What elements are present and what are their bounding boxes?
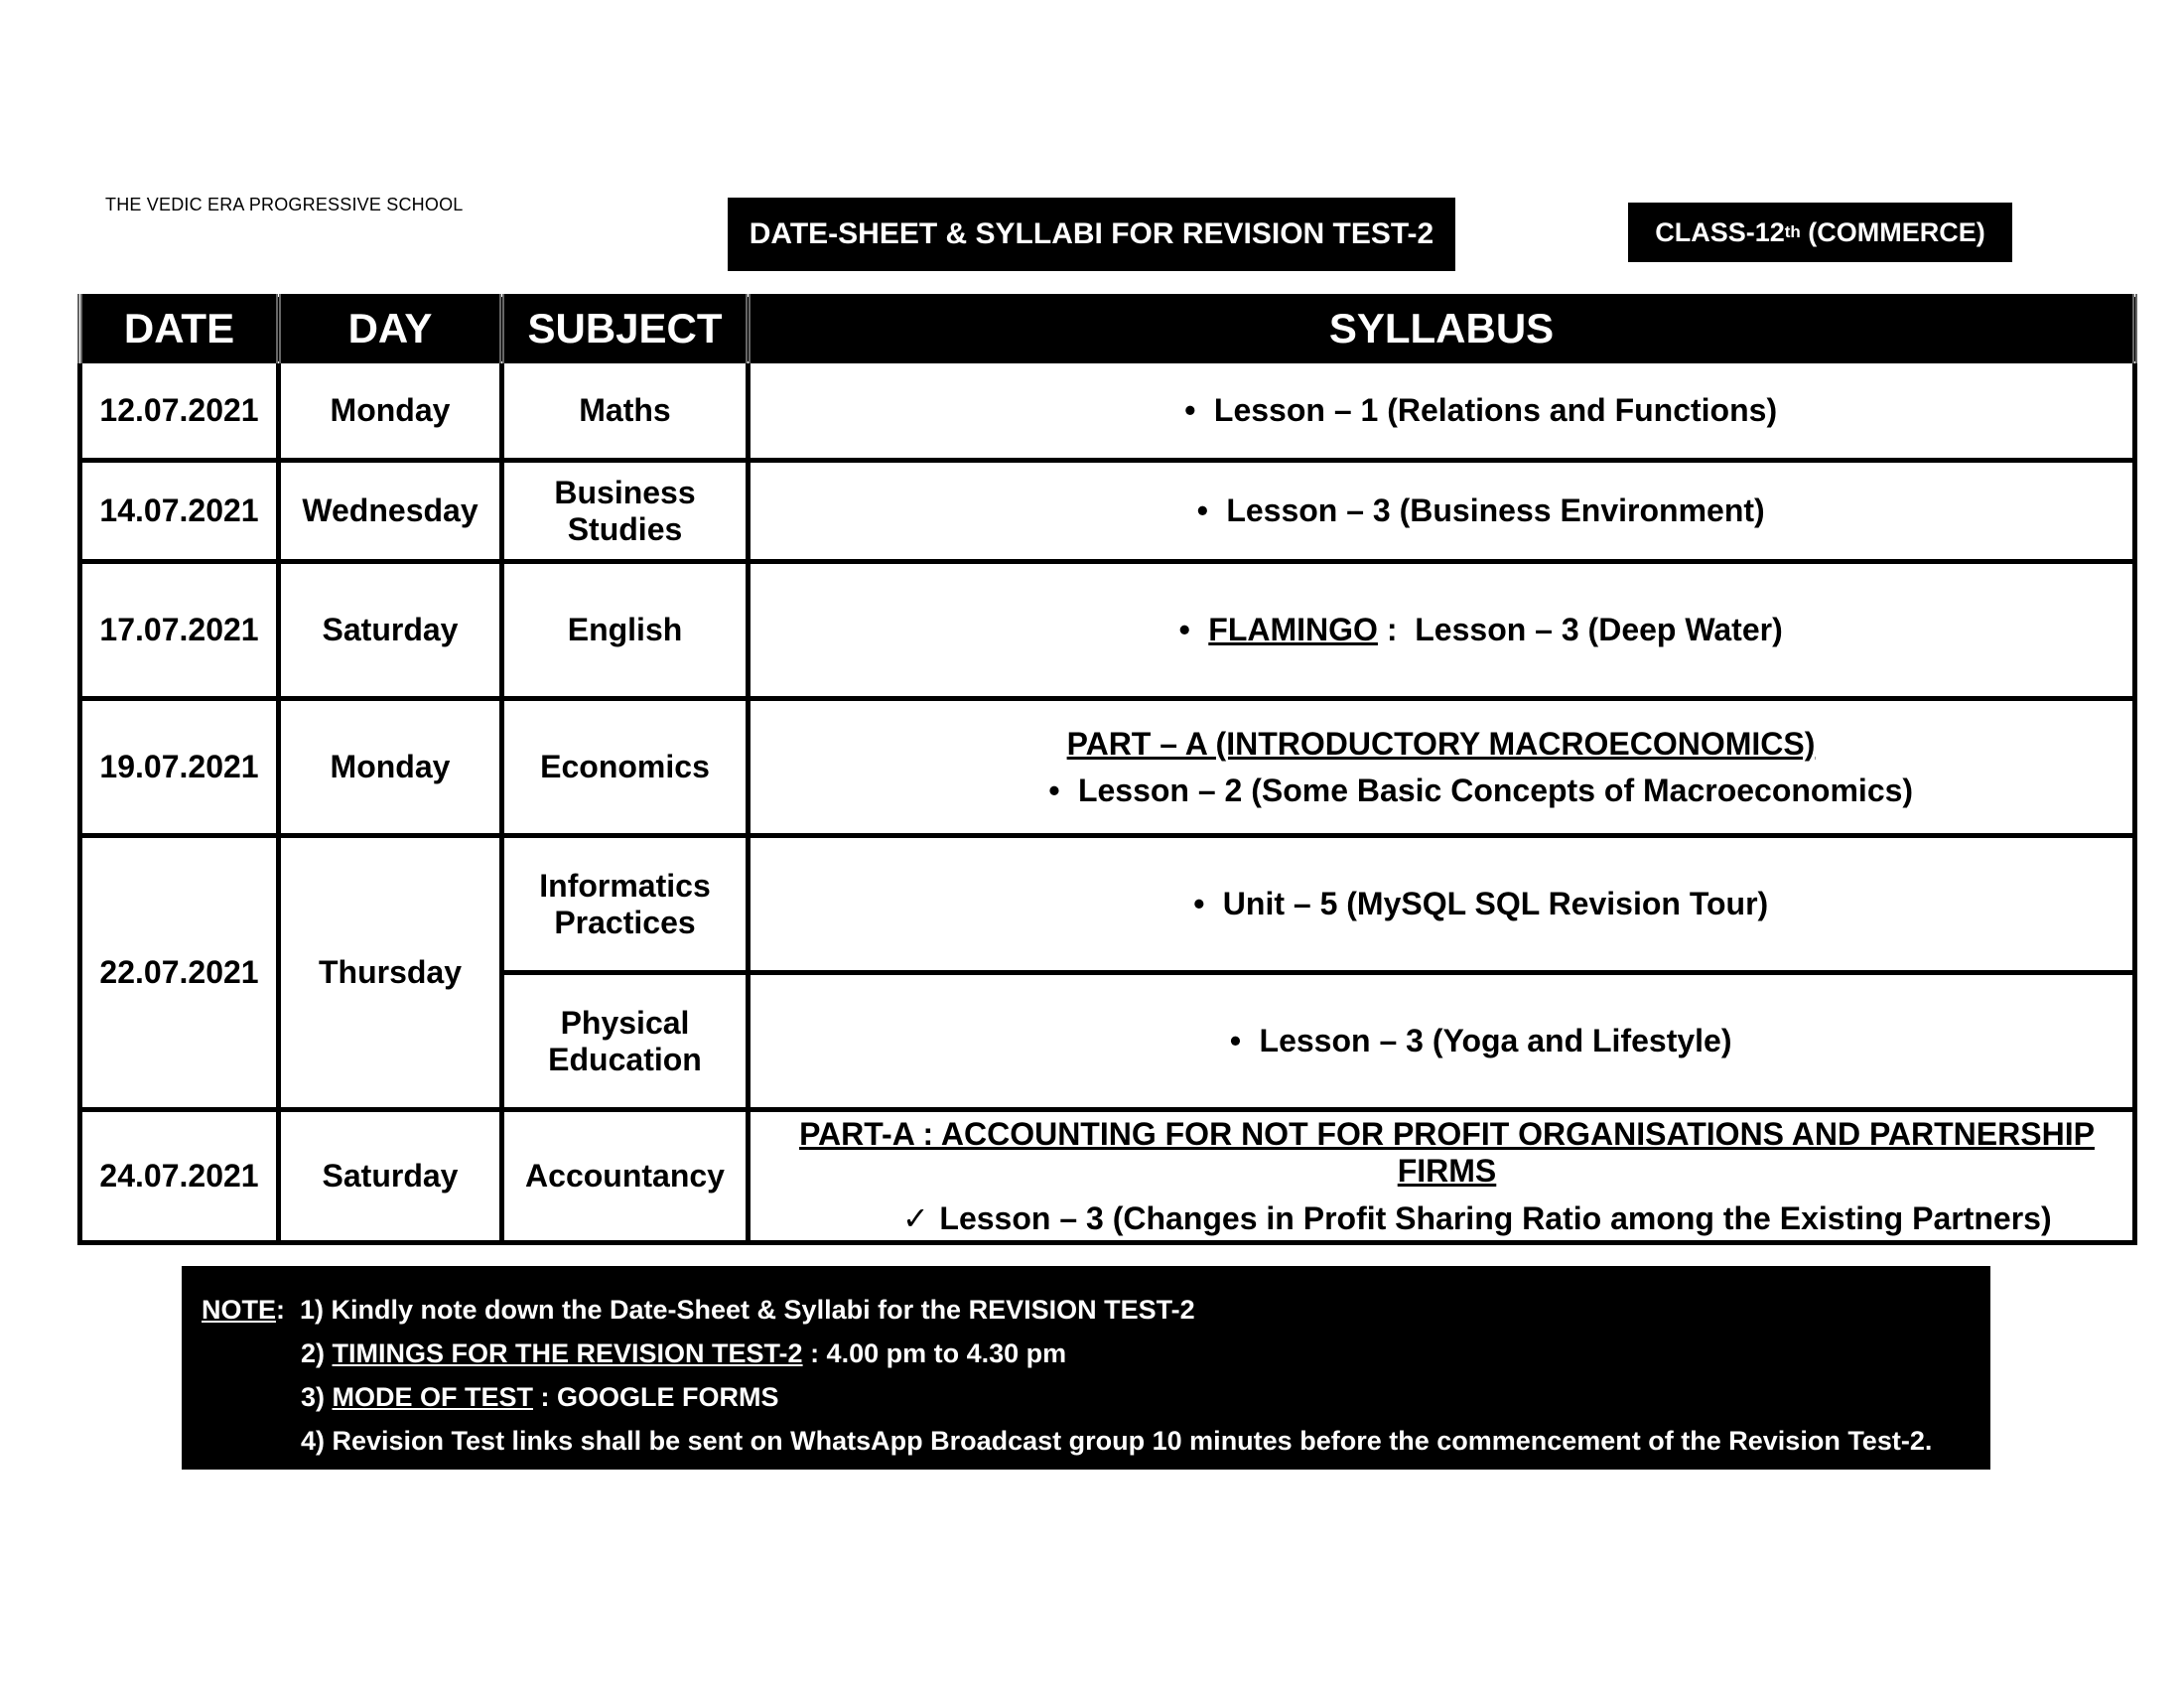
note-line-2 bbox=[202, 1332, 1971, 1375]
syllabus-cell bbox=[749, 461, 2135, 562]
bullet-icon: • bbox=[1193, 886, 1205, 921]
school-name: THE VEDIC ERA PROGRESSIVE SCHOOL bbox=[105, 195, 464, 214]
note-number-3: 3) bbox=[301, 1382, 333, 1412]
syllabus-text: Lesson – 3 (Yoga and Lifestyle) bbox=[1259, 1023, 1732, 1058]
subject-cell: Informatics Practices bbox=[502, 836, 749, 973]
day-cell: Monday bbox=[279, 699, 502, 836]
header-date: DATE bbox=[80, 297, 279, 361]
note-text-1: : 1) Kindly note down the Date-Sheet & Syllabi for the REVISION TEST-2 bbox=[276, 1295, 1195, 1325]
bullet-icon: • bbox=[1048, 772, 1060, 808]
table-row bbox=[80, 836, 2135, 973]
table-row bbox=[80, 361, 2135, 461]
date-cell: 14.07.2021 bbox=[80, 461, 279, 562]
day-cell: Wednesday bbox=[279, 461, 502, 562]
syllabus-book: FLAMINGO bbox=[1208, 612, 1378, 647]
note-timings-label: TIMINGS FOR THE REVISION TEST-2 bbox=[332, 1338, 803, 1368]
date-cell: 24.07.2021 bbox=[80, 1110, 279, 1243]
day-cell: Saturday bbox=[279, 562, 502, 699]
note-line-3 bbox=[202, 1375, 1971, 1419]
note-label: NOTE bbox=[202, 1295, 277, 1325]
syllabus-part-heading: PART-A : ACCOUNTING FOR NOT FOR PROFIT ORGANISATIONS AND PARTNERSHIP FIRMS bbox=[799, 1115, 2095, 1189]
syllabus-cell bbox=[749, 562, 2135, 699]
header-syllabus: SYLLABUS bbox=[749, 297, 2135, 361]
table-header-row bbox=[80, 297, 2135, 361]
syllabus-text: Lesson – 3 (Changes in Profit Sharing Ratio among the Existing Partners) bbox=[939, 1199, 2052, 1236]
date-cell: 12.07.2021 bbox=[80, 361, 279, 461]
syllabus-text: Unit – 5 (MySQL SQL Revision Tour) bbox=[1222, 886, 1769, 921]
table-row bbox=[80, 562, 2135, 699]
syllabus-text: Lesson – 2 (Some Basic Concepts of Macroeconomics) bbox=[1077, 772, 1914, 808]
class-suffix: (COMMERCE) bbox=[1800, 216, 1985, 247]
subject-cell: Maths bbox=[502, 361, 749, 461]
bullet-icon: • bbox=[1178, 612, 1190, 647]
syllabus-cell bbox=[749, 699, 2135, 836]
day-cell: Thursday bbox=[279, 836, 502, 1110]
header-subject: SUBJECT bbox=[502, 297, 749, 361]
bullet-icon: • bbox=[1196, 492, 1208, 528]
bullet-icon: • bbox=[1229, 1023, 1242, 1058]
subject-cell: Business Studies bbox=[502, 461, 749, 562]
note-mode-value: : GOOGLE FORMS bbox=[533, 1382, 779, 1412]
syllabus-cell bbox=[749, 361, 2135, 461]
date-cell: 22.07.2021 bbox=[80, 836, 279, 1110]
table-row bbox=[80, 1110, 2135, 1243]
note-mode-label: MODE OF TEST bbox=[332, 1382, 534, 1412]
document-title-text: DATE-SHEET & SYLLABI FOR REVISION TEST-2 bbox=[749, 217, 1434, 250]
class-superscript: th bbox=[1784, 222, 1801, 241]
date-cell: 17.07.2021 bbox=[80, 562, 279, 699]
syllabus-cell bbox=[749, 836, 2135, 973]
subject-cell: Economics bbox=[502, 699, 749, 836]
checkmark-icon: ✓ bbox=[902, 1199, 929, 1236]
syllabus-cell bbox=[749, 973, 2135, 1110]
note-line-1 bbox=[202, 1288, 1971, 1332]
day-cell: Monday bbox=[279, 361, 502, 461]
note-number-2: 2) bbox=[301, 1338, 333, 1368]
subject-cell: Accountancy bbox=[502, 1110, 749, 1243]
note-box bbox=[182, 1266, 1990, 1470]
syllabus-text: Lesson – 3 (Business Environment) bbox=[1226, 492, 1765, 528]
table-row bbox=[80, 699, 2135, 836]
syllabus-part-heading: PART – A (INTRODUCTORY MACROECONOMICS) bbox=[1066, 725, 1816, 762]
date-cell: 19.07.2021 bbox=[80, 699, 279, 836]
subject-cell: Physical Education bbox=[502, 973, 749, 1110]
day-cell: Saturday bbox=[279, 1110, 502, 1243]
syllabus-cell bbox=[749, 1110, 2135, 1243]
note-timings-value: : 4.00 pm to 4.30 pm bbox=[802, 1338, 1067, 1368]
document-title bbox=[728, 198, 1455, 271]
date-sheet-table bbox=[77, 294, 2137, 1245]
class-badge bbox=[1628, 203, 2012, 262]
bullet-icon: • bbox=[1184, 392, 1196, 428]
note-line-4: 4) Revision Test links shall be sent on WhatsApp Broadcast group 10 minutes before the commencement of the Revision Test-2. bbox=[301, 1426, 1933, 1456]
class-prefix: CLASS-12 bbox=[1655, 216, 1785, 247]
syllabus-separator: : bbox=[1377, 612, 1416, 647]
syllabus-text: Lesson – 3 (Deep Water) bbox=[1415, 612, 1783, 647]
header-day: DAY bbox=[279, 297, 502, 361]
subject-cell: English bbox=[502, 562, 749, 699]
table-row bbox=[80, 461, 2135, 562]
syllabus-text: Lesson – 1 (Relations and Functions) bbox=[1213, 392, 1778, 428]
